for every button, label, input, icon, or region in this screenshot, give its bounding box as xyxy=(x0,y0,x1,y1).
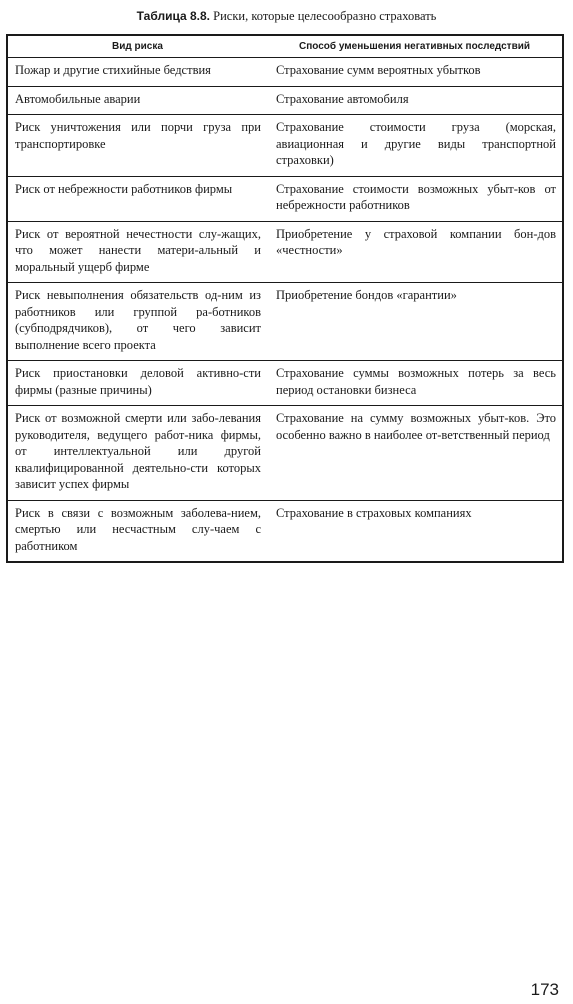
mitigation-method-cell: Страхование сумм вероятных убытков xyxy=(276,63,481,77)
table-body xyxy=(8,58,562,562)
risk-type-cell: Риск от вероятной нечестности слу-жащих, что может нанести матери-альный и моральный ущерб фирме xyxy=(8,221,267,283)
risk-table xyxy=(8,36,562,561)
table-caption-label: Таблица 8.8. xyxy=(136,9,210,23)
table-row xyxy=(8,500,562,561)
risk-type-cell: Риск в связи с возможным заболева-нием, смертью или несчастным слу-чаем с работником xyxy=(8,500,267,561)
table-row xyxy=(8,86,562,115)
table-caption-text: Риски, которые целесообразно страховать xyxy=(213,9,437,23)
risk-type-cell: Риск невыполнения обязательств од-ним из работников или группой ра-ботников (субподрядчиков), от чего зависит выполнение всего проекта xyxy=(8,283,267,361)
table-row xyxy=(8,406,562,501)
header-mitigation-method: Способ уменьшения негативных последствий xyxy=(267,36,562,58)
risk-type-cell: Пожар и другие стихийные бедствия xyxy=(15,63,211,77)
mitigation-method-cell: Страхование в страховых компаниях xyxy=(267,500,562,561)
risk-type-cell: Риск приостановки деловой активно-сти фирмы (разные причины) xyxy=(8,361,267,406)
table-caption xyxy=(0,8,573,24)
table-header-row xyxy=(8,36,562,58)
mitigation-method-cell: Приобретение у страховой компании бон-дов «честности» xyxy=(267,221,562,283)
risk-type-cell: Риск от небрежности работников фирмы xyxy=(8,176,267,221)
table-row xyxy=(8,283,562,361)
risk-table-frame xyxy=(6,34,564,563)
mitigation-method-cell: Страхование стоимости возможных убыт-ков от небрежности работников xyxy=(267,176,562,221)
table-row xyxy=(8,58,562,87)
mitigation-method-cell: Страхование суммы возможных потерь за весь период остановки бизнеса xyxy=(267,361,562,406)
header-risk-type: Вид риска xyxy=(8,36,267,58)
mitigation-method-cell: Приобретение бондов «гарантии» xyxy=(267,283,562,361)
risk-type-cell: Автомобильные аварии xyxy=(8,86,267,115)
table-row xyxy=(8,361,562,406)
risk-type-cell: Риск от возможной смерти или забо-левания руководителя, ведущего работ-ника фирмы, от интеллектуальной или другой квалифицированной деятельно-сти которых зависит успех фирмы xyxy=(8,406,267,501)
mitigation-method-cell: Страхование на сумму возможных убыт-ков. Это особенно важно в наиболее от-ветственный период xyxy=(267,406,562,501)
table-row xyxy=(8,221,562,283)
risk-type-cell: Риск уничтожения или порчи груза при транспортировке xyxy=(8,115,267,177)
mitigation-method-cell: Страхование стоимости груза (морская, авиационная и другие виды транспортной страховки) xyxy=(267,115,562,177)
page-number: 173 xyxy=(530,980,559,999)
mitigation-method-cell: Страхование автомобиля xyxy=(267,86,562,115)
table-row xyxy=(8,115,562,177)
table-row xyxy=(8,176,562,221)
